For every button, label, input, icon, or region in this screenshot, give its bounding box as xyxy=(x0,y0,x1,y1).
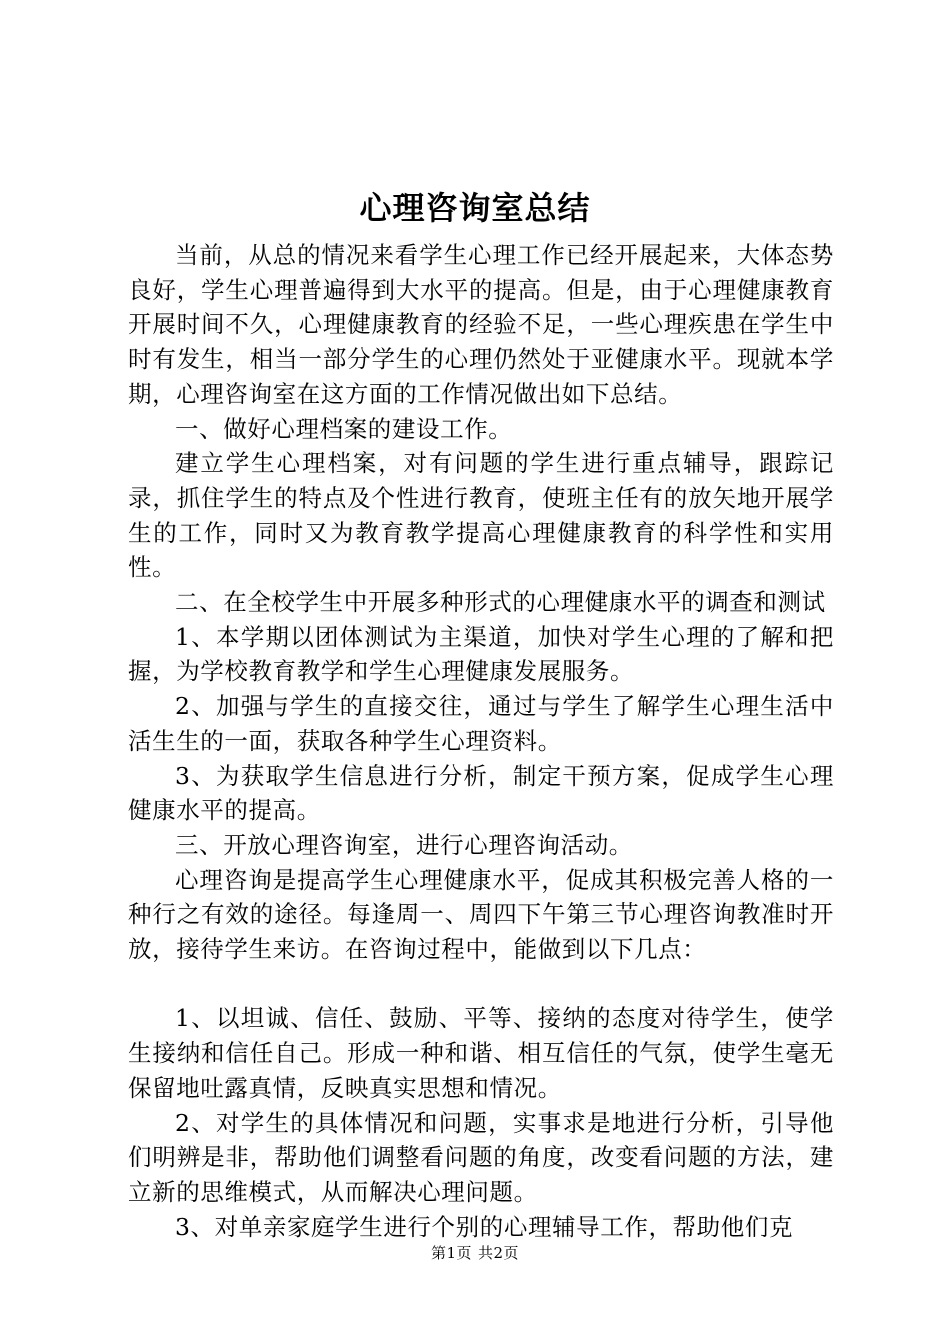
blank-line xyxy=(128,967,834,1002)
list-item-2-1: 1、本学期以团体测试为主渠道，加快对学生心理的了解和把握，为学校教育教学和学生心理健康发展服务。 xyxy=(128,622,834,686)
section-heading-3: 三、开放心理咨询室，进行心理咨询活动。 xyxy=(175,830,633,859)
paragraph-counseling: 心理咨询是提高学生心理健康水平，促成其积极完善人格的一种行之有效的途径。每逢周一、周四下午第三节心理咨询教准时开放，接待学生来访。在咨询过程中，能做到以下几点： xyxy=(128,865,834,964)
list-item-3-2: 2、对学生的具体情况和问题，实事求是地进行分析，引导他们明辨是非，帮助他们调整看问题的角度，改变看问题的方法，建立新的思维模式，从而解决心理问题。 xyxy=(128,1108,834,1206)
section-heading-2: 二、在全校学生中开展多种形式的心理健康水平的调查和测试 xyxy=(175,588,826,617)
list-item-3-1: 1、以坦诚、信任、鼓励、平等、接纳的态度对待学生，使学生接纳和信任自己。形成一种和谐、相互信任的气氛，使学生毫无保留地吐露真情，反映真实思想和情况。 xyxy=(128,1004,834,1102)
section-heading-1: 一、做好心理档案的建设工作。 xyxy=(175,414,513,443)
page-number: 第1页 xyxy=(430,1244,472,1262)
paragraph-archive: 建立学生心理档案，对有问题的学生进行重点辅导，跟踪记录，抓住学生的特点及个性进行教育，使班主任有的放矢地开展学生的工作，同时又为教育教学提高心理健康教育的科学性和实用性。 xyxy=(128,449,834,582)
list-item-2-3: 3、为获取学生信息进行分析，制定干预方案，促成学生心理健康水平的提高。 xyxy=(128,761,834,825)
document-body xyxy=(128,238,834,1244)
page-total: 共2页 xyxy=(478,1244,520,1262)
paragraph-intro: 当前，从总的情况来看学生心理工作已经开展起来，大体态势良好，学生心理普遍得到大水平的提高。但是，由于心理健康教育开展时间不久，心理健康教育的经验不足，一些心理疾患在学生中时有发生，相当一部分学生的心理仍然处于亚健康水平。现就本学期，心理咨询室在这方面的工作情况做出如下总结。 xyxy=(128,241,834,408)
list-item-3-3: 3、对单亲家庭学生进行个别的心理辅导工作，帮助他们克 xyxy=(175,1212,794,1241)
page-footer xyxy=(0,1243,950,1263)
document-title: 心理咨询室总结 xyxy=(359,189,591,227)
list-item-2-2: 2、加强与学生的直接交往，通过与学生了解学生心理生活中活生生的一面，获取各种学生心理资料。 xyxy=(128,692,834,755)
